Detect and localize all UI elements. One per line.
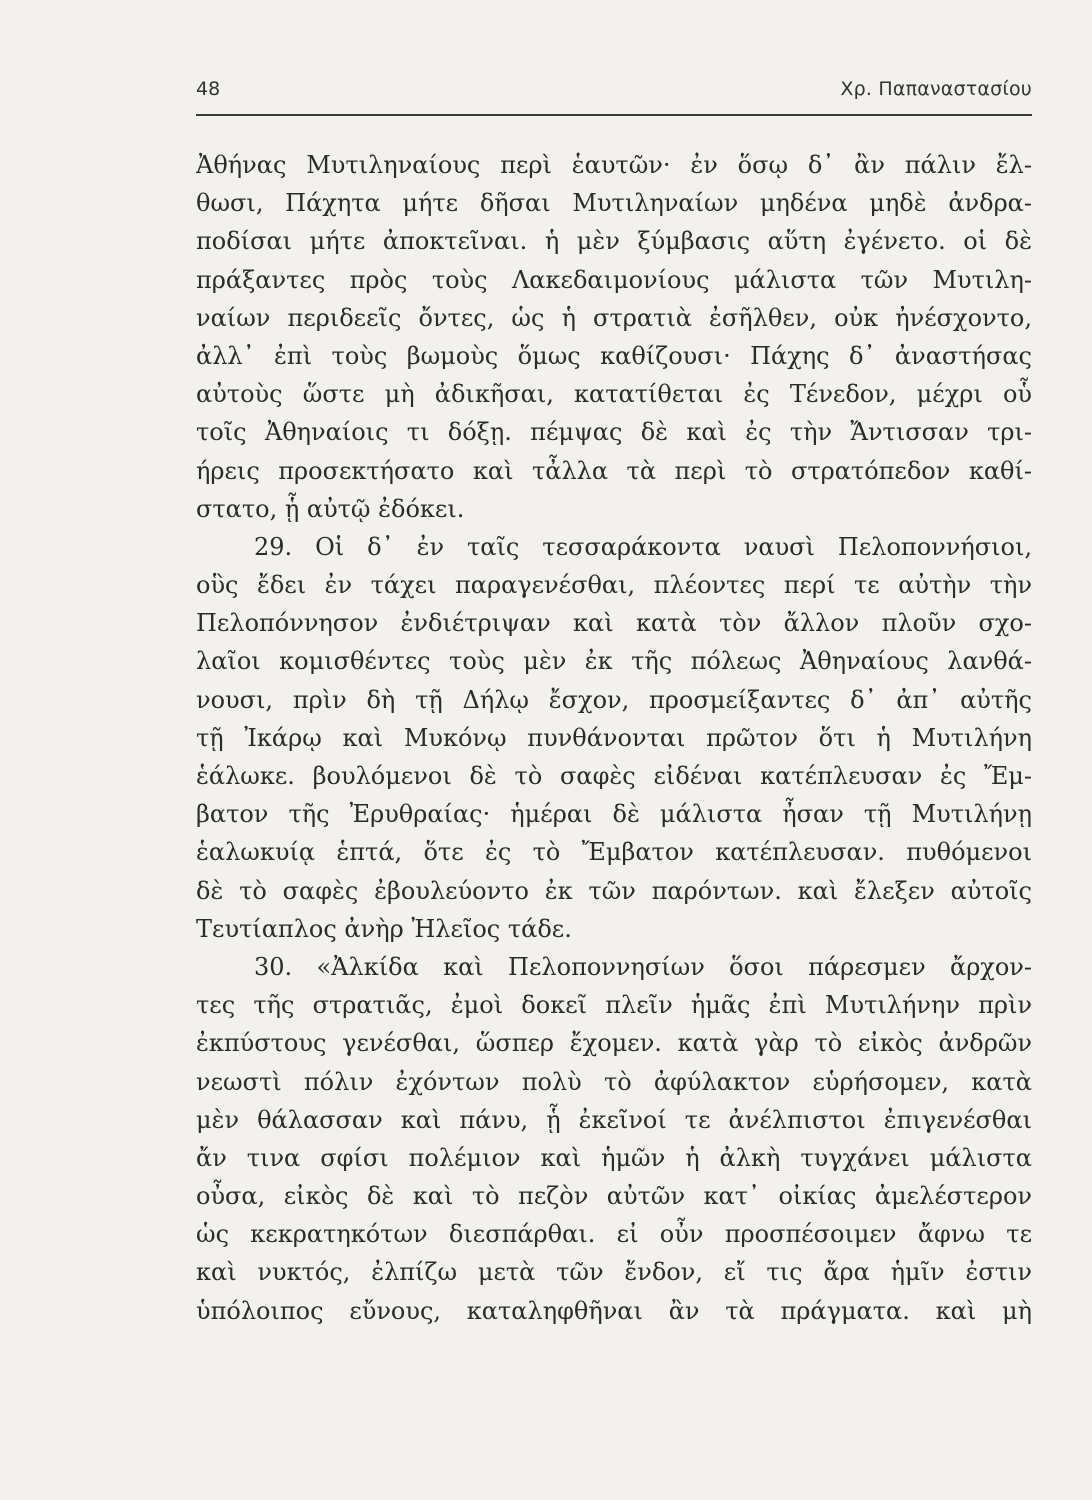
text-line: τοῖς Ἀθηναίοις τι δόξῃ. πέμψας δὲ καὶ ἐς τὴν Ἄντισσαν τρι- — [196, 418, 1032, 447]
text-line: πράξαντες πρὸς τοὺς Λακεδαιμονίους μάλιστα τῶν Μυτιλη- — [196, 265, 1032, 294]
text-line: βατον τῆς Ἐρυθραίας· ἡμέραι δὲ μάλιστα ἦσαν τῇ Μυτιλήνῃ — [196, 800, 1032, 829]
text-line: στατο, ᾗ αὐτῷ ἐδόκει. — [196, 494, 465, 523]
text-line: μὲν θάλασσαν καὶ πάνυ, ᾗ ἐκεῖνοί τε ἀνέλπιστοι ἐπιγενέσθαι — [196, 1105, 1032, 1134]
text-line: οὓς ἔδει ἐν τάχει παραγενέσθαι, πλέοντες περί τε αὐτὴν τὴν — [196, 571, 1032, 600]
text-line: ἑαλωκυίᾳ ἑπτά, ὅτε ἐς τὸ Ἔμβατον κατέπλευσαν. πυθόμενοι — [196, 838, 1032, 867]
text-line: ὑπόλοιπος εὔνους, καταληφθῆναι ἂν τὰ πράγματα. καὶ μὴ — [196, 1296, 1032, 1325]
text-line: αὐτοὺς ὥστε μὴ ἀδικῆσαι, κατατίθεται ἐς Τένεδον, μέχρι οὗ — [196, 380, 1032, 409]
text-line: Τευτίαπλος ἀνὴρ Ἠλεῖος τάδε. — [196, 914, 572, 943]
body-text — [196, 146, 1032, 1330]
running-head: Χρ. Παπαναστασίου — [840, 78, 1032, 100]
text-line: οὖσα, εἰκὸς δὲ καὶ τὸ πεζὸν αὐτῶν κατ᾽ οἰκίας ἀμελέστερον — [196, 1182, 1032, 1211]
text-line: λαῖοι κομισθέντες τοὺς μὲν ἐκ τῆς πόλεως Ἀθηναίους λανθά- — [196, 647, 1032, 676]
text-line: καὶ νυκτός, ἐλπίζω μετὰ τῶν ἔνδον, εἴ τις ἄρα ἡμῖν ἐστιν — [196, 1258, 1032, 1287]
text-line: Πελοπόννησον ἐνδιέτριψαν καὶ κατὰ τὸν ἄλλον πλοῦν σχο- — [196, 609, 1032, 638]
text-line: ποδίσαι μήτε ἀποκτεῖναι. ἡ μὲν ξύμβασις αὕτη ἐγένετο. οἱ δὲ — [196, 227, 1032, 256]
page-header — [196, 74, 1032, 114]
section-start-line: 29. Οἱ δ᾽ ἐν ταῖς τεσσαράκοντα ναυσὶ Πελοποννήσιοι, — [254, 532, 1032, 561]
text-line: νουσι, πρὶν δὴ τῇ Δήλῳ ἔσχον, προσμείξαντες δ᾽ ἀπ᾽ αὐτῆς — [196, 685, 1032, 714]
text-line: δὲ τὸ σαφὲς ἐβουλεύοντο ἐκ τῶν παρόντων. καὶ ἔλεξεν αὐτοῖς — [196, 876, 1032, 905]
text-line: Ἀθήνας Μυτιληναίους περὶ ἑαυτῶν· ἐν ὅσῳ δ᾽ ἂν πάλιν ἔλ- — [196, 151, 1032, 179]
text-line: ήρεις προσεκτήσατο καὶ τἆλλα τὰ περὶ τὸ στρατόπεδον καθί- — [196, 456, 1032, 485]
text-line: ἀλλ᾽ ἐπὶ τοὺς βωμοὺς ὅμως καθίζουσι· Πάχης δ᾽ ἀναστήσας — [196, 341, 1032, 370]
text-line: θωσι, Πάχητα μήτε δῆσαι Μυτιληναίων μηδένα μηδὲ ἀνδρα- — [196, 189, 1032, 218]
text-line: ναίων περιδεεῖς ὄντες, ὡς ἡ στρατιὰ ἐσῆλθεν, οὐκ ἠνέσχοντο, — [196, 303, 1032, 332]
text-line: τες τῆς στρατιᾶς, ἐμοὶ δοκεῖ πλεῖν ἡμᾶς ἐπὶ Μυτιλήνην πρὶν — [196, 991, 1032, 1020]
section-start-line: 30. «Ἀλκίδα καὶ Πελοποννησίων ὅσοι πάρεσμεν ἄρχον- — [254, 952, 1032, 981]
text-line: ἑάλωκε. βουλόμενοι δὲ τὸ σαφὲς εἰδέναι κατέπλευσαν ἐς Ἔμ- — [196, 762, 1032, 790]
text-line: ἐκπύστους γενέσθαι, ὥσπερ ἔχομεν. κατὰ γὰρ τὸ εἰκὸς ἀνδρῶν — [196, 1029, 1032, 1058]
text-line: ὡς κεκρατηκότων διεσπάρθαι. εἰ οὖν προσπέσοιμεν ἄφνω τε — [196, 1220, 1032, 1249]
header-rule — [196, 114, 1032, 116]
text-line: ἄν τινα σφίσι πολέμιον καὶ ἡμῶν ἡ ἀλκὴ τυγχάνει μάλιστα — [196, 1143, 1032, 1172]
text-line: τῇ Ἰκάρῳ καὶ Μυκόνῳ πυνθάνονται πρῶτον ὅτι ἡ Μυτιλήνη — [196, 723, 1032, 752]
text-line: νεωστὶ πόλιν ἐχόντων πολὺ τὸ ἀφύλακτον εὑρήσομεν, κατὰ — [196, 1067, 1032, 1096]
page-number: 48 — [196, 78, 221, 100]
